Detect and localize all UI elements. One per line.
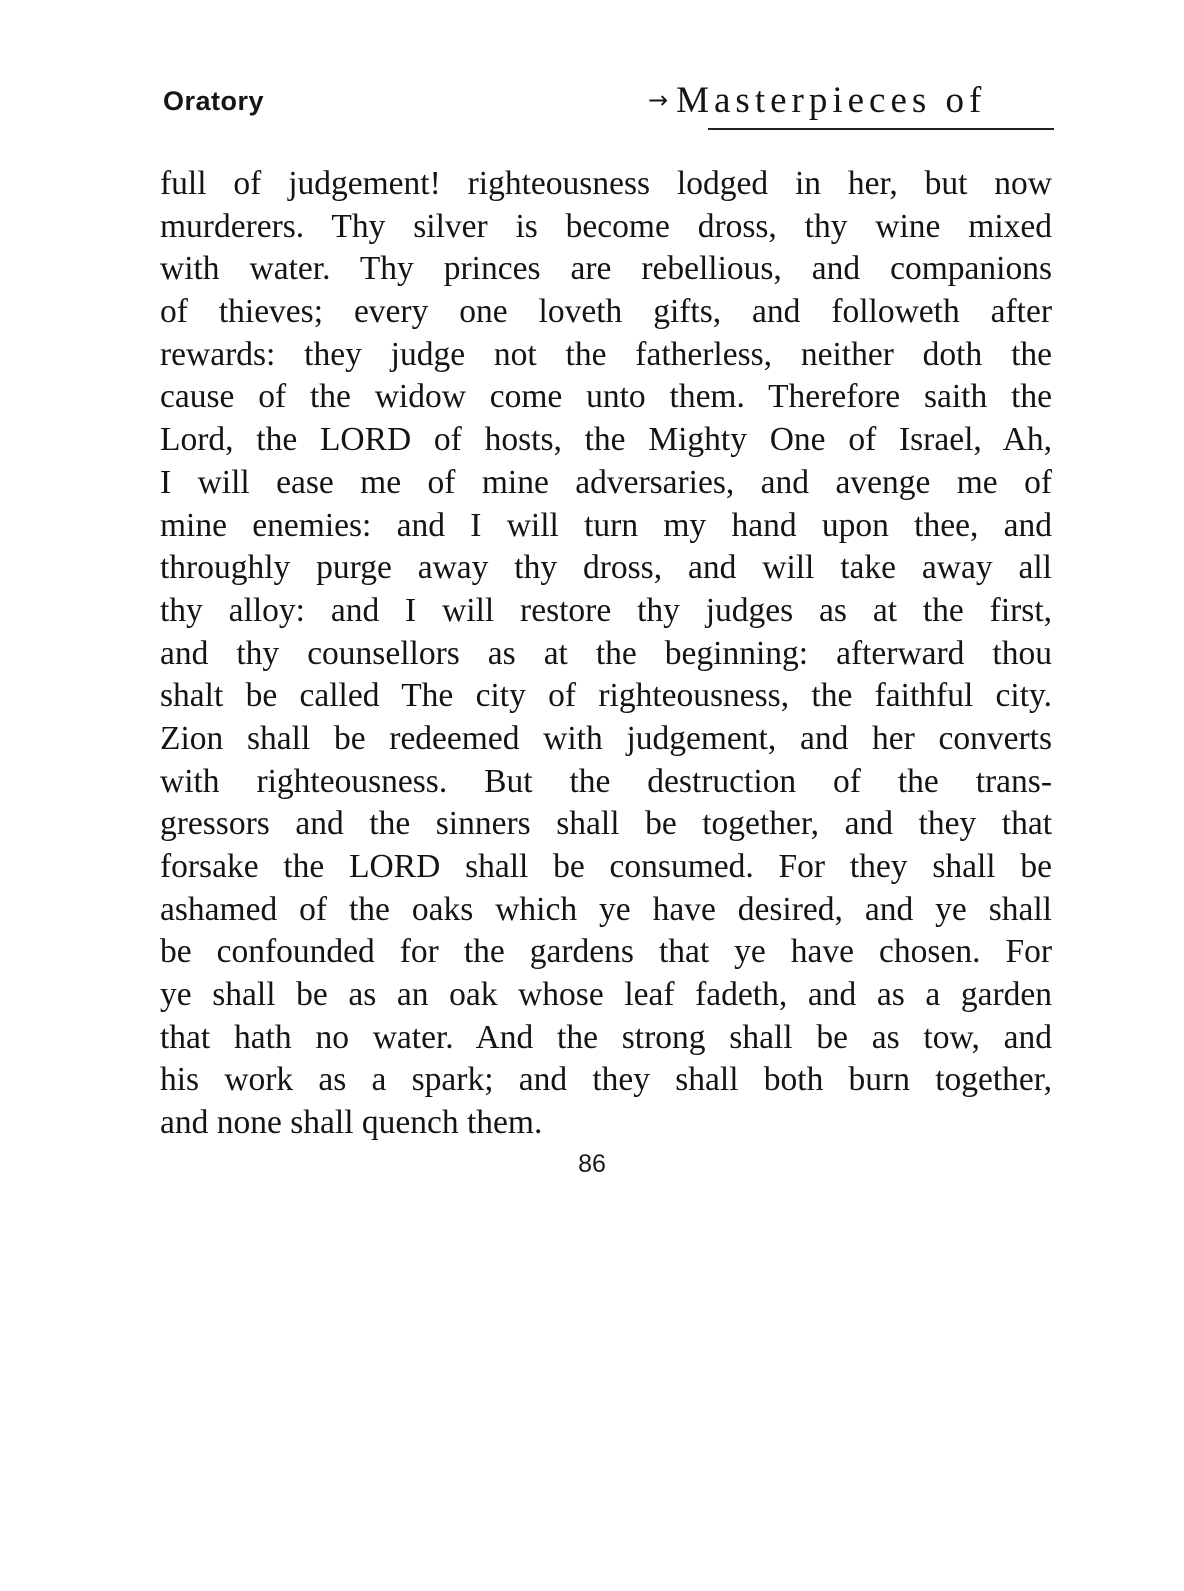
text-line: shalt be called The city of righteousness, the faithful city. xyxy=(160,677,1052,715)
page-number: 86 xyxy=(578,1150,606,1178)
running-head-left: Oratory xyxy=(163,86,265,116)
text-line: I will ease me of mine adversaries, and avenge me of xyxy=(160,463,1052,501)
text-line: mine enemies: and I will turn my hand upon thee, and xyxy=(160,506,1052,544)
text-line: forsake the LORD shall be consumed. For they shall be xyxy=(160,848,1052,885)
text-line: ye shall be as an oak whose leaf fadeth, and as a garden xyxy=(160,976,1052,1014)
running-head-right xyxy=(648,79,1053,122)
text-line: Lord, the LORD of hosts, the Mighty One of Israel, Ah, xyxy=(160,421,1052,459)
text-line: murderers. Thy silver is become dross, thy wine mixed xyxy=(160,207,1052,245)
text-line: and thy counsellors as at the beginning: afterward thou xyxy=(160,634,1052,672)
text-line: cause of the widow come unto them. Therefore saith the xyxy=(160,378,1052,416)
text-line: and none shall quench them. xyxy=(160,1104,543,1142)
text-line: full of judgement! righteousness lodged in her, but now xyxy=(160,165,1052,202)
header-rule xyxy=(708,128,1054,130)
arrow-ornament-icon: → xyxy=(648,86,669,114)
text-line: Zion shall be redeemed with judgement, and her converts xyxy=(160,719,1052,757)
text-line: thy alloy: and I will restore thy judges as at the first, xyxy=(160,591,1052,629)
text-line: with water. Thy princes are rebellious, and companions xyxy=(160,250,1052,288)
text-line: his work as a spark; and they shall both burn together, xyxy=(160,1061,1052,1099)
text-line: rewards: they judge not the fatherless, neither doth the xyxy=(160,335,1052,373)
text-line: with righteousness. But the destruction of the trans- xyxy=(160,762,1052,800)
text-line: of thieves; every one loveth gifts, and followeth after xyxy=(160,293,1052,331)
text-line: be confounded for the gardens that ye have chosen. For xyxy=(160,933,1052,971)
text-line: gressors and the sinners shall be together, and they that xyxy=(160,805,1052,843)
body-text xyxy=(160,163,1052,1145)
running-head-title: Masterpieces of xyxy=(676,80,987,121)
text-line: that hath no water. And the strong shall be as tow, and xyxy=(160,1018,1052,1056)
text-line: throughly purge away thy dross, and will take away all xyxy=(160,549,1052,587)
text-line: ashamed of the oaks which ye have desired, and ye shall xyxy=(160,890,1052,928)
